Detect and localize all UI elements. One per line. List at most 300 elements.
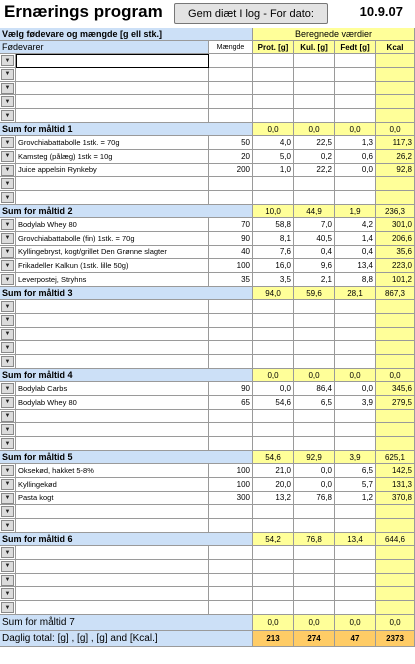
meal-sum-7-fat: 0,0 (335, 615, 376, 631)
protein-value: 8,1 (253, 232, 294, 246)
food-input[interactable] (16, 519, 209, 533)
kcal-value (376, 314, 415, 328)
kcal-value (376, 328, 415, 342)
carbs-value (294, 410, 335, 424)
kcal-value (376, 191, 415, 205)
dropdown-cell (0, 505, 16, 519)
kcal-value (376, 355, 415, 369)
food-input[interactable] (16, 355, 209, 369)
fat-value: 1,3 (335, 136, 376, 150)
fat-value: 5,7 (335, 478, 376, 492)
amount-input[interactable] (209, 300, 253, 314)
fat-value (335, 95, 376, 109)
dropdown-cell (0, 95, 16, 109)
meal-sum-4-label: Sum for måltid 4 (0, 369, 253, 382)
food-input[interactable] (16, 601, 209, 615)
protein-value: 54,6 (253, 396, 294, 410)
fat-value (335, 546, 376, 560)
dropdown-cell (0, 246, 16, 260)
kcal-value (376, 54, 415, 68)
dropdown-cell (0, 601, 16, 615)
carbs-value: 6,5 (294, 396, 335, 410)
food-input[interactable]: Grovchiabattabolle (fin) 1stk. = 70g (16, 232, 209, 246)
protein-value (253, 82, 294, 96)
meal-sum-2-kcal: 236,3 (376, 205, 415, 218)
food-input[interactable]: Oksekød, hakket 5-8% (16, 464, 209, 478)
kcal-value (376, 300, 415, 314)
food-input[interactable]: Pasta kogt (16, 492, 209, 506)
carbs-value (294, 505, 335, 519)
dropdown-arrow-icon[interactable]: ▼ (1, 110, 14, 121)
dropdown-cell (0, 136, 16, 150)
amount-input[interactable] (209, 191, 253, 205)
amount-input[interactable] (209, 587, 253, 601)
kcal-value: 117,3 (376, 136, 415, 150)
dropdown-cell (0, 232, 16, 246)
kcal-value: 101,2 (376, 273, 415, 287)
food-input[interactable] (16, 560, 209, 574)
protein-value (253, 546, 294, 560)
protein-value (253, 574, 294, 588)
food-input[interactable] (16, 505, 209, 519)
meal-sum-2-fat: 1,9 (335, 205, 376, 218)
amount-input[interactable]: 65 (209, 396, 253, 410)
fat-value (335, 68, 376, 82)
dropdown-arrow-icon[interactable]: ▼ (1, 83, 14, 94)
food-row (0, 177, 415, 191)
kcal-value: 301,0 (376, 218, 415, 232)
kcal-value: 92,8 (376, 164, 415, 178)
carbs-value (294, 109, 335, 123)
daily-total-kcal: 2373 (376, 631, 415, 647)
food-input[interactable]: Leverpostej, Stryhns (16, 273, 209, 287)
food-input[interactable] (16, 328, 209, 342)
food-input[interactable] (16, 574, 209, 588)
fat-value: 1,2 (335, 492, 376, 506)
dropdown-cell (0, 328, 16, 342)
dropdown-arrow-icon[interactable]: ▼ (1, 383, 14, 394)
food-row (0, 574, 415, 588)
meal-sum-5-carbs: 92,9 (294, 451, 335, 464)
food-input[interactable] (16, 410, 209, 424)
carbs-value (294, 328, 335, 342)
amount-input[interactable] (209, 355, 253, 369)
fat-value (335, 587, 376, 601)
dropdown-arrow-icon[interactable]: ▼ (1, 547, 14, 558)
fat-value: 0,4 (335, 246, 376, 260)
dropdown-cell (0, 396, 16, 410)
amount-input[interactable]: 40 (209, 246, 253, 260)
food-input[interactable] (16, 341, 209, 355)
amount-input[interactable]: 70 (209, 218, 253, 232)
fat-value: 8,8 (335, 273, 376, 287)
food-input[interactable]: Kyllingekød (16, 478, 209, 492)
kcal-value: 35,6 (376, 246, 415, 260)
carbs-value (294, 560, 335, 574)
carbs-value (294, 437, 335, 451)
food-input[interactable]: Kamsteg (pålæg) 1stk = 10g (16, 150, 209, 164)
dropdown-arrow-icon[interactable]: ▼ (1, 69, 14, 80)
meal-sum-4-protein: 0,0 (253, 369, 294, 382)
meal-sum-1-protein: 0,0 (253, 123, 294, 136)
dropdown-arrow-icon[interactable]: ▼ (1, 178, 14, 189)
meal-sum-6-carbs: 76,8 (294, 533, 335, 546)
kcal-value: 131,3 (376, 478, 415, 492)
meal-sum-4-carbs: 0,0 (294, 369, 335, 382)
log-date: 10.9.07 (359, 4, 403, 19)
dropdown-cell (0, 68, 16, 82)
dropdown-arrow-icon[interactable]: ▼ (1, 137, 14, 148)
amount-input[interactable] (209, 68, 253, 82)
amount-input[interactable]: 50 (209, 136, 253, 150)
amount-input[interactable] (209, 95, 253, 109)
dropdown-arrow-icon[interactable]: ▼ (1, 465, 14, 476)
protein-value (253, 95, 294, 109)
dropdown-cell (0, 273, 16, 287)
amount-input[interactable] (209, 54, 253, 68)
kcal-value (376, 341, 415, 355)
dropdown-arrow-icon[interactable]: ▼ (1, 260, 14, 271)
food-row (0, 259, 415, 273)
protein-value: 16,0 (253, 259, 294, 273)
meal-sum-7-carbs: 0,0 (294, 615, 335, 631)
meal-sum-2-protein: 10,0 (253, 205, 294, 218)
meal-sum-2-carbs: 44,9 (294, 205, 335, 218)
dropdown-arrow-icon[interactable]: ▼ (1, 588, 14, 599)
fat-value (335, 410, 376, 424)
meal-sum-1-label: Sum for måltid 1 (0, 123, 253, 136)
meal-sum-2-label: Sum for måltid 2 (0, 205, 253, 218)
fat-value: 4,2 (335, 218, 376, 232)
kcal-value: 279,5 (376, 396, 415, 410)
dropdown-arrow-icon[interactable]: ▼ (1, 479, 14, 490)
food-input[interactable]: Juice appelsin Rynkeby (16, 164, 209, 178)
amount-input[interactable] (209, 574, 253, 588)
amount-input[interactable]: 90 (209, 382, 253, 396)
fat-value (335, 300, 376, 314)
kcal-value: 26,2 (376, 150, 415, 164)
food-input[interactable] (16, 177, 209, 191)
carbs-value: 22,2 (294, 164, 335, 178)
food-input[interactable] (16, 300, 209, 314)
dropdown-arrow-icon[interactable]: ▼ (1, 493, 14, 504)
amount-input[interactable]: 200 (209, 164, 253, 178)
dropdown-arrow-icon[interactable]: ▼ (1, 356, 14, 367)
protein-value (253, 437, 294, 451)
fat-value (335, 437, 376, 451)
dropdown-arrow-icon[interactable]: ▼ (1, 506, 14, 517)
dropdown-cell (0, 218, 16, 232)
dropdown-arrow-icon[interactable]: ▼ (1, 151, 14, 162)
dropdown-cell (0, 177, 16, 191)
dropdown-arrow-icon[interactable]: ▼ (1, 411, 14, 422)
carbs-value (294, 546, 335, 560)
dropdown-cell (0, 519, 16, 533)
amount-input[interactable] (209, 109, 253, 123)
fat-value: 0,6 (335, 150, 376, 164)
protein-value (253, 587, 294, 601)
subheader-row (0, 28, 415, 41)
protein-value: 1,0 (253, 164, 294, 178)
protein-value (253, 68, 294, 82)
protein-value (253, 54, 294, 68)
kcal-value (376, 109, 415, 123)
meal-sum-7-label: Sum for måltid 7 (0, 615, 253, 631)
meal-sum-5 (0, 451, 415, 464)
food-row (0, 587, 415, 601)
dropdown-arrow-icon[interactable]: ▼ (1, 192, 14, 203)
food-row (0, 314, 415, 328)
food-row (0, 355, 415, 369)
food-input[interactable]: Kyllingebryst, kogt/grillet Den Grønne slagter (16, 246, 209, 260)
top-bar (0, 0, 415, 29)
fat-value (335, 601, 376, 615)
food-input[interactable] (16, 82, 209, 96)
app-title: Ernærings program (4, 2, 163, 21)
column-header-row (0, 41, 415, 54)
food-input[interactable] (16, 314, 209, 328)
amount-input[interactable] (209, 423, 253, 437)
food-row (0, 519, 415, 533)
dropdown-arrow-icon[interactable]: ▼ (1, 397, 14, 408)
food-input[interactable]: Bodylab Carbs (16, 382, 209, 396)
calculated-values-label: Beregnede værdier (253, 28, 415, 41)
meal-sum-1-kcal: 0,0 (376, 123, 415, 136)
protein-value (253, 314, 294, 328)
meal-sum-5-protein: 54,6 (253, 451, 294, 464)
dropdown-cell (0, 492, 16, 506)
meal-sum-6 (0, 533, 415, 546)
protein-value: 5,0 (253, 150, 294, 164)
kcal-value: 345,6 (376, 382, 415, 396)
carbs-value (294, 95, 335, 109)
amount-input[interactable] (209, 177, 253, 191)
amount-input[interactable] (209, 560, 253, 574)
meal-sum-6-label: Sum for måltid 6 (0, 533, 253, 546)
kcal-value: 206,6 (376, 232, 415, 246)
carbs-value (294, 423, 335, 437)
fat-value: 0,0 (335, 164, 376, 178)
fat-value (335, 560, 376, 574)
carbs-value (294, 519, 335, 533)
daily-total-protein: 213 (253, 631, 294, 647)
column-fat: Fedt [g] (335, 41, 376, 54)
food-row (0, 464, 415, 478)
kcal-value: 370,8 (376, 492, 415, 506)
kcal-value (376, 177, 415, 191)
food-row (0, 136, 415, 150)
carbs-value (294, 355, 335, 369)
dropdown-arrow-icon[interactable]: ▼ (1, 301, 14, 312)
food-input[interactable]: Bodylab Whey 80 (16, 218, 209, 232)
carbs-value: 2,1 (294, 273, 335, 287)
amount-input[interactable]: 35 (209, 273, 253, 287)
amount-input[interactable] (209, 328, 253, 342)
column-amount: Mængde (209, 41, 253, 54)
kcal-value: 142,5 (376, 464, 415, 478)
carbs-value (294, 574, 335, 588)
amount-input[interactable] (209, 410, 253, 424)
dropdown-cell (0, 150, 16, 164)
meal-sum-3-fat: 28,1 (335, 287, 376, 300)
dropdown-arrow-icon[interactable]: ▼ (1, 602, 14, 613)
meal-sum-5-kcal: 625,1 (376, 451, 415, 464)
dropdown-arrow-icon[interactable]: ▼ (1, 165, 14, 176)
amount-input[interactable]: 90 (209, 232, 253, 246)
carbs-value (294, 68, 335, 82)
column-food: Fødevarer (0, 41, 209, 54)
protein-value: 0,0 (253, 382, 294, 396)
kcal-value (376, 68, 415, 82)
dropdown-arrow-icon[interactable]: ▼ (1, 219, 14, 230)
dropdown-arrow-icon[interactable]: ▼ (1, 233, 14, 244)
dropdown-cell (0, 341, 16, 355)
protein-value: 7,6 (253, 246, 294, 260)
food-input[interactable] (16, 109, 209, 123)
dropdown-arrow-icon[interactable]: ▼ (1, 315, 14, 326)
column-kcal: Kcal (376, 41, 415, 54)
food-row (0, 164, 415, 178)
protein-value: 20,0 (253, 478, 294, 492)
fat-value: 3,9 (335, 396, 376, 410)
food-input[interactable] (16, 437, 209, 451)
dropdown-cell (0, 54, 16, 68)
food-input[interactable] (16, 191, 209, 205)
amount-input[interactable] (209, 341, 253, 355)
food-row (0, 246, 415, 260)
fat-value: 13,4 (335, 259, 376, 273)
meal-sum-7-protein: 0,0 (253, 615, 294, 631)
dropdown-cell (0, 355, 16, 369)
amount-input[interactable]: 100 (209, 464, 253, 478)
dropdown-arrow-icon[interactable]: ▼ (1, 96, 14, 107)
dropdown-arrow-icon[interactable]: ▼ (1, 55, 14, 66)
protein-value (253, 410, 294, 424)
protein-value (253, 355, 294, 369)
kcal-value (376, 574, 415, 588)
dropdown-cell (0, 259, 16, 273)
amount-input[interactable]: 20 (209, 150, 253, 164)
daily-total-row (0, 631, 415, 647)
carbs-value: 0,0 (294, 478, 335, 492)
food-row (0, 218, 415, 232)
protein-value (253, 505, 294, 519)
fat-value (335, 505, 376, 519)
dropdown-arrow-icon[interactable]: ▼ (1, 438, 14, 449)
save-diet-log-button[interactable]: Gem diæt I log - For dato: (174, 3, 328, 24)
carbs-value (294, 191, 335, 205)
amount-input[interactable]: 300 (209, 492, 253, 506)
dropdown-cell (0, 109, 16, 123)
food-row (0, 54, 415, 68)
meal-sum-6-fat: 13,4 (335, 533, 376, 546)
protein-value (253, 519, 294, 533)
dropdown-arrow-icon[interactable]: ▼ (1, 329, 14, 340)
food-row (0, 232, 415, 246)
meal-sum-3-label: Sum for måltid 3 (0, 287, 253, 300)
fat-value (335, 423, 376, 437)
dropdown-cell (0, 423, 16, 437)
food-input[interactable] (16, 587, 209, 601)
food-row (0, 505, 415, 519)
dropdown-cell (0, 82, 16, 96)
fat-value (335, 519, 376, 533)
kcal-value (376, 546, 415, 560)
food-input[interactable] (16, 423, 209, 437)
dropdown-cell (0, 546, 16, 560)
food-row (0, 546, 415, 560)
carbs-value: 9,6 (294, 259, 335, 273)
food-row (0, 601, 415, 615)
kcal-value (376, 82, 415, 96)
dropdown-arrow-icon[interactable]: ▼ (1, 575, 14, 586)
protein-value: 58,8 (253, 218, 294, 232)
food-input[interactable]: Grovchiabattabolle 1stk. = 70g (16, 136, 209, 150)
amount-input[interactable] (209, 519, 253, 533)
carbs-value: 22,5 (294, 136, 335, 150)
meal-sum-1 (0, 123, 415, 136)
dropdown-cell (0, 382, 16, 396)
fat-value (335, 177, 376, 191)
dropdown-cell (0, 191, 16, 205)
protein-value (253, 300, 294, 314)
amount-input[interactable] (209, 505, 253, 519)
column-protein: Prot. [g] (253, 41, 294, 54)
meal-sum-6-protein: 54,2 (253, 533, 294, 546)
food-input[interactable] (16, 68, 209, 82)
amount-input[interactable] (209, 546, 253, 560)
fat-value (335, 82, 376, 96)
food-input[interactable] (16, 54, 209, 68)
amount-input[interactable] (209, 314, 253, 328)
dropdown-arrow-icon[interactable]: ▼ (1, 274, 14, 285)
kcal-value (376, 560, 415, 574)
dropdown-arrow-icon[interactable]: ▼ (1, 561, 14, 572)
food-row (0, 478, 415, 492)
protein-value (253, 601, 294, 615)
amount-input[interactable]: 100 (209, 259, 253, 273)
protein-value: 13,2 (253, 492, 294, 506)
dropdown-arrow-icon[interactable]: ▼ (1, 247, 14, 258)
food-input[interactable] (16, 95, 209, 109)
food-row (0, 423, 415, 437)
dropdown-arrow-icon[interactable]: ▼ (1, 342, 14, 353)
carbs-value (294, 54, 335, 68)
food-input[interactable]: Frikadeller Kalkun (1stk. lille 50g) (16, 259, 209, 273)
fat-value: 1,4 (335, 232, 376, 246)
carbs-value (294, 341, 335, 355)
dropdown-cell (0, 464, 16, 478)
food-input[interactable] (16, 546, 209, 560)
dropdown-arrow-icon[interactable]: ▼ (1, 424, 14, 435)
fat-value (335, 328, 376, 342)
food-row (0, 396, 415, 410)
food-input[interactable]: Bodylab Whey 80 (16, 396, 209, 410)
amount-input[interactable]: 100 (209, 478, 253, 492)
carbs-value (294, 177, 335, 191)
fat-value (335, 574, 376, 588)
amount-input[interactable] (209, 82, 253, 96)
fat-value (335, 109, 376, 123)
daily-total-carbs: 274 (294, 631, 335, 647)
amount-input[interactable] (209, 437, 253, 451)
amount-input[interactable] (209, 601, 253, 615)
dropdown-arrow-icon[interactable]: ▼ (1, 520, 14, 531)
kcal-value (376, 519, 415, 533)
food-row (0, 95, 415, 109)
food-row (0, 300, 415, 314)
kcal-value (376, 423, 415, 437)
